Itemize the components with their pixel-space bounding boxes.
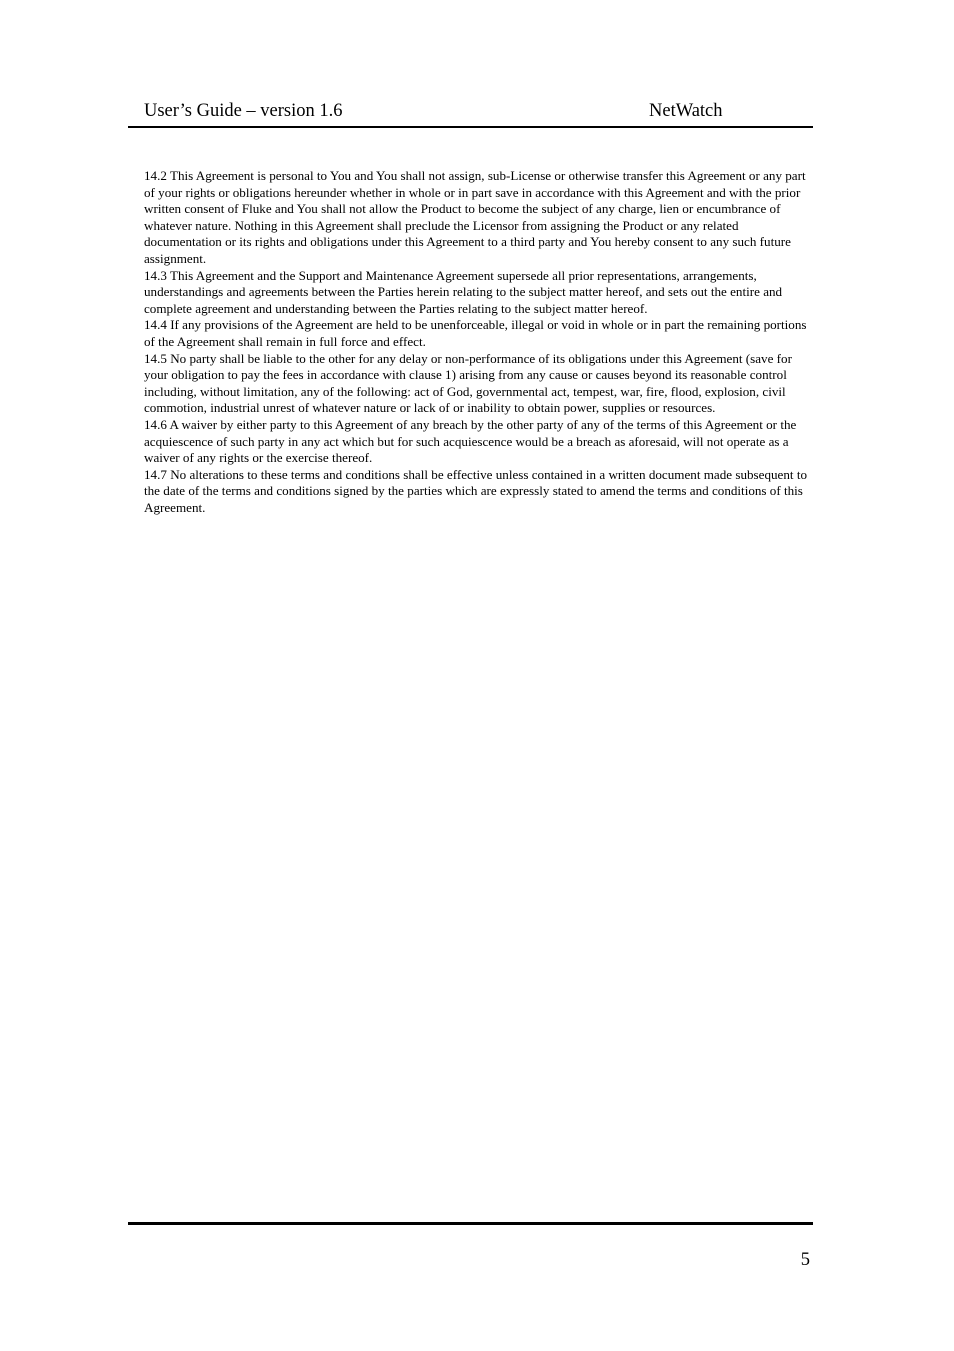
clause-14-2: 14.2 This Agreement is personal to You and You shall not assign, sub-License or otherwise transfer this Agreement or any part of your rights or obligations hereunder whether in whole or in part save in accordance with this Agreement and with the prior written consent of Fluke and You shall not allow the Product to become the subject of any charge, lien or encumbrance of whatever nature. Nothing in this Agreement shall preclude the Licensor from assigning the Product or any related documentation or its rights and obligations under this Agreement to a third party and You hereby consent to any such future assignment. xyxy=(144,168,806,266)
footer-rule xyxy=(128,1222,813,1225)
clause-14-5: 14.5 No party shall be liable to the other for any delay or non-performance of its obligations under this Agreement (save for your obligation to pay the fees in accordance with clause 1) arising from any cause or causes beyond its reasonable control including, without limitation, any of the following: act of God, governmental act, tempest, war, fire, flood, explosion, civil commotion, industrial unrest of whatever nature or lack of or inability to obtain power, supplies or resources. xyxy=(144,350,792,416)
agreement-text xyxy=(144,168,808,516)
document-title: User’s Guide – version 1.6 xyxy=(144,101,343,121)
clause-14-6: 14.6 A waiver by either party to this Agreement of any breach by the other party of any of the terms of this Agreement or the acquiescence of such party in any act which but for such acquiescence would be a breach as aforesaid, will not operate as a waiver of any rights or the exercise thereof. xyxy=(144,416,797,466)
clause-14-3: 14.3 This Agreement and the Support and Maintenance Agreement supersede all prior representations, arrangements, understandings and agreements between the Parties herein relating to the subject matter hereof, and sets out the entire and complete agreement and understanding between the Parties relating to the subject matter hereof. xyxy=(144,267,783,316)
clause-14-4: 14.4 If any provisions of the Agreement are held to be unenforceable, illegal or void in whole or in part the remaining portions of the Agreement shall remain in full force and effect. xyxy=(144,317,807,349)
page-header xyxy=(128,98,813,128)
product-name: NetWatch xyxy=(649,101,723,121)
page-number: 5 xyxy=(800,1250,810,1270)
clause-14-7: 14.7 No alterations to these terms and conditions shall be effective unless contained in a written document made subsequent to the date of the terms and conditions signed by the parties which are expressly stated to amend the terms and conditions of this Agreement. xyxy=(144,466,808,515)
